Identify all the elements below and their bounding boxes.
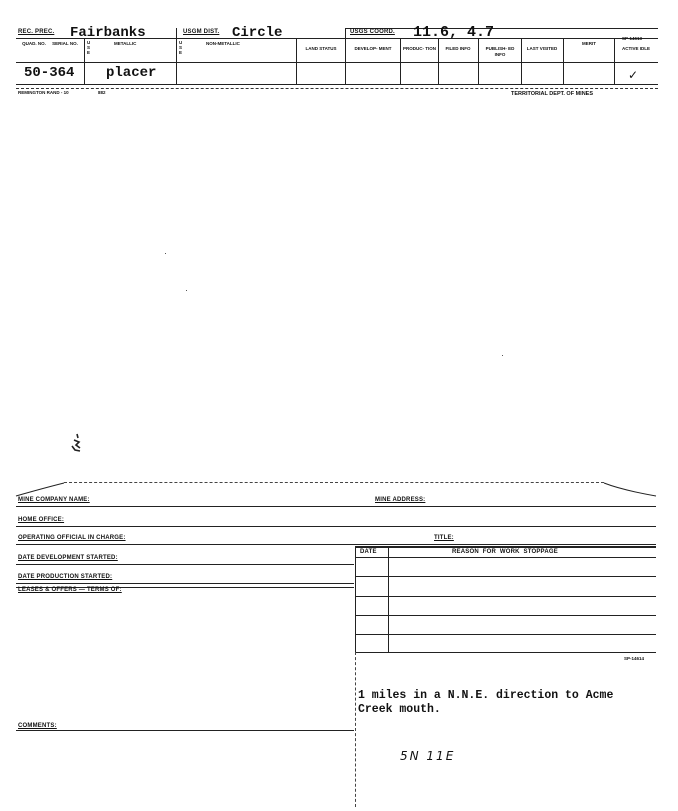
col-quad-no: QUAD. NO. — [22, 41, 46, 46]
mine-address-label: MINE ADDRESS: — [375, 497, 426, 503]
col-production: PRODUC- TION — [403, 46, 436, 51]
handwritten-coordinates: 5N 11E — [400, 749, 456, 763]
territorial-dept-label: TERRITORIAL DEPT. OF MINES — [511, 91, 593, 97]
col-merit: MERIT — [582, 41, 596, 46]
usgm-dist-value: Circle — [232, 25, 283, 41]
stoppage-date-header: DATE — [360, 549, 377, 555]
date-production-label: DATE PRODUCTION STARTED: — [18, 574, 113, 580]
card-edge-curve-right — [602, 482, 658, 502]
comments-label: COMMENTS: — [18, 723, 57, 729]
usgm-dist-label: USGM DIST. — [183, 29, 220, 35]
quad-serial-value: 50-364 — [24, 65, 75, 81]
printer-label: REMINGTON RAND - 10 — [18, 90, 69, 95]
printer-code: 882 — [98, 90, 106, 95]
ink-smudge — [68, 432, 84, 459]
col-filed-info: FILED INFO — [445, 46, 471, 51]
speck — [165, 253, 166, 254]
col-non-metallic: NON-METALLIC — [206, 41, 240, 46]
date-development-label: DATE DEVELOPMENT STARTED: — [18, 555, 118, 561]
mine-company-name-label: MINE COMPANY NAME: — [18, 497, 90, 503]
active-check-mark: ✓ — [628, 68, 639, 82]
col-active-idle: ACTIVE IDLE — [621, 46, 650, 51]
col-published-info: PUBLISH- ED INFO — [485, 46, 515, 57]
col-use-nonmetallic: U S E — [179, 40, 183, 55]
col-last-visited: LAST VISITED — [526, 46, 558, 51]
rec-prec-value: Fairbanks — [70, 25, 146, 41]
col-use-metallic: U S E — [87, 40, 91, 55]
usgs-coord-label: USGS COORD. — [350, 29, 395, 35]
home-office-label: HOME OFFICE: — [18, 517, 65, 523]
form-number-bottom: SP-14614 — [624, 656, 645, 661]
col-metallic: METALLIC — [114, 41, 137, 46]
rec-prec-label: REC. PREC. — [18, 29, 55, 35]
title-label: TITLE: — [434, 535, 454, 541]
col-development: DEVELOP- MENT — [354, 46, 392, 51]
metallic-value: placer — [106, 65, 157, 81]
speck — [186, 290, 187, 291]
stoppage-reason-header: REASON FOR WORK STOPPAGE — [452, 549, 558, 555]
operating-official-label: OPERATING OFFICIAL IN CHARGE: — [18, 535, 126, 541]
col-land-status: LAND STATUS — [305, 46, 337, 51]
form-number-top: SP-14613 — [622, 36, 643, 41]
leases-label: LEASES & OFFERS — TERMS OF: — [18, 587, 122, 593]
speck — [502, 355, 503, 356]
usgs-coord-value: 11.6, 4.7 — [413, 24, 495, 41]
location-note: 1 miles in a N.N.E. direction to Acme Creek mouth. — [358, 689, 614, 716]
col-serial-no: SERIAL NO. — [52, 41, 78, 46]
